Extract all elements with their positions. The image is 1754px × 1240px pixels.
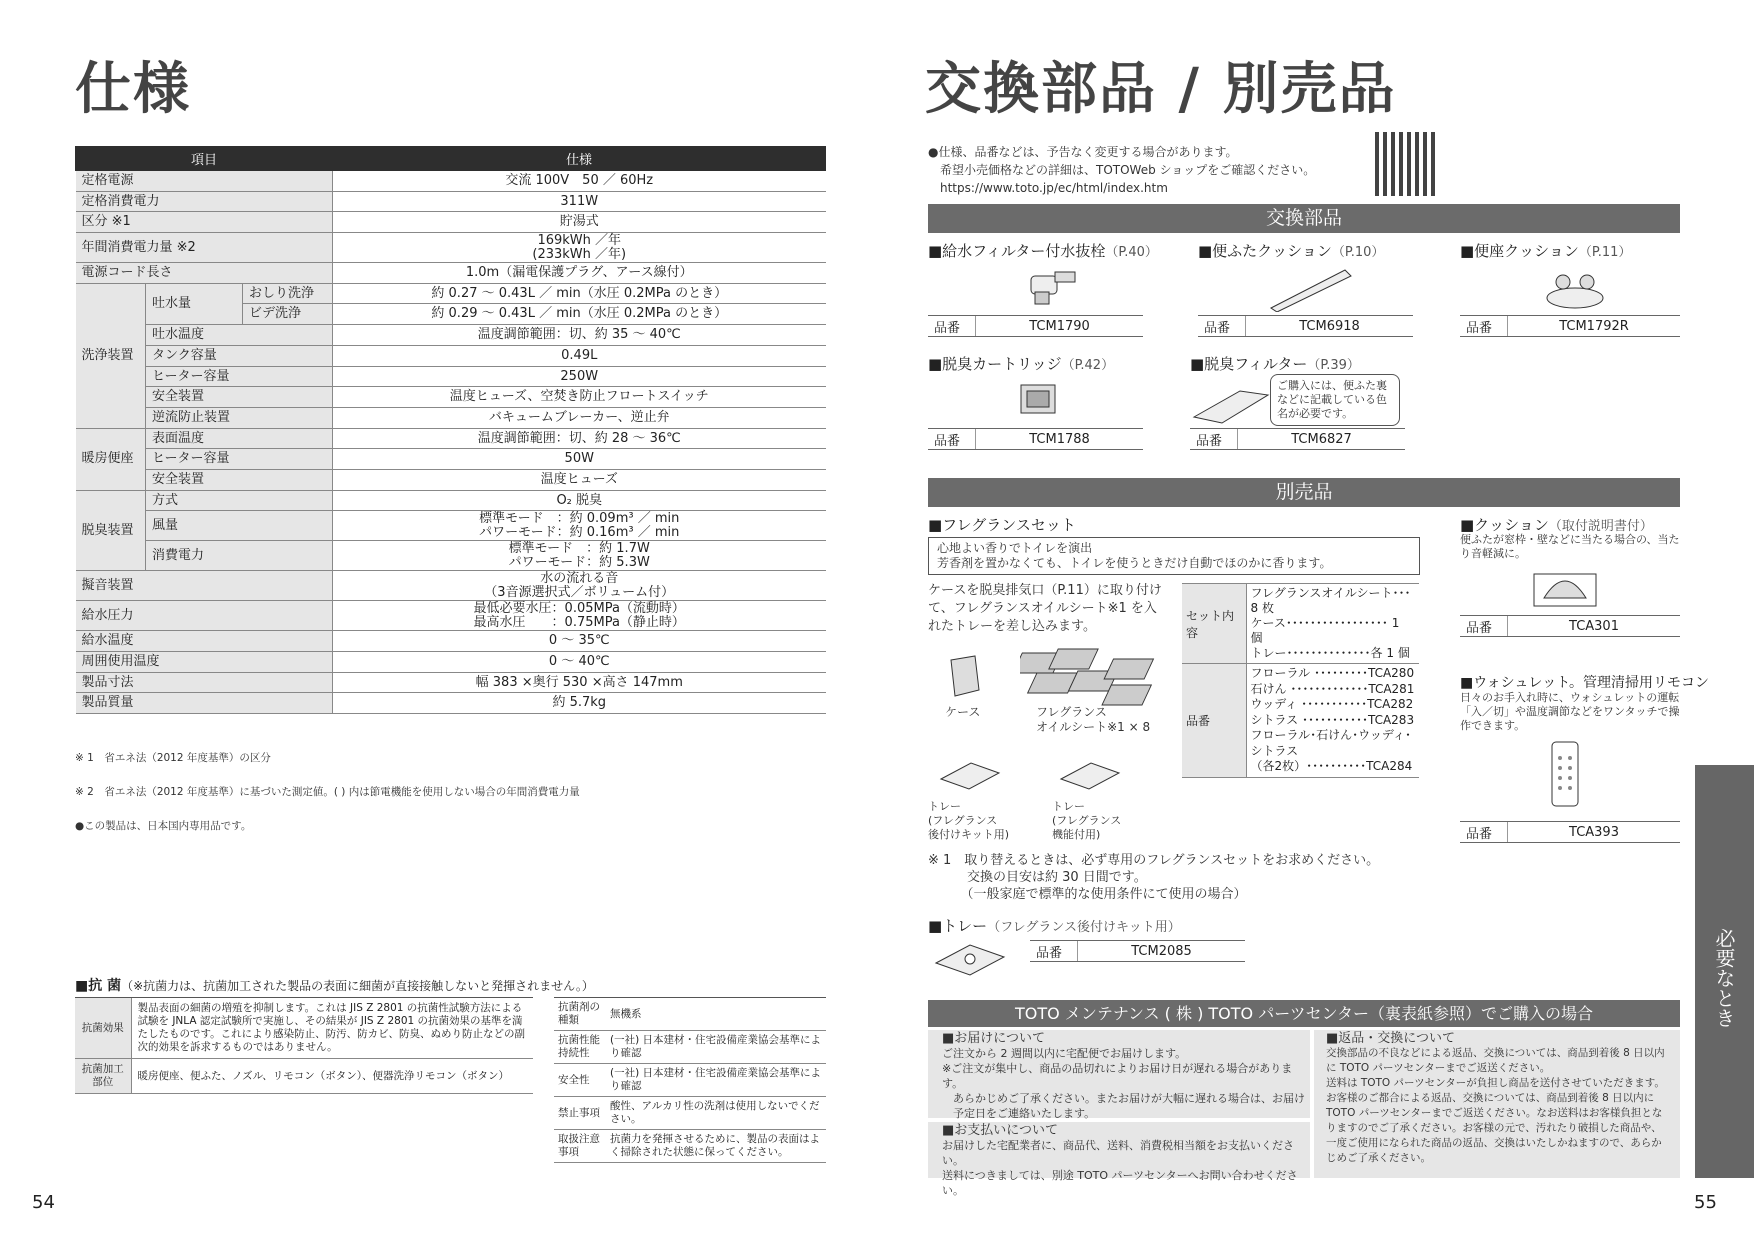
callout-box: ご購入には、便ふた裏などに記載している色名が必要です。 — [1270, 374, 1400, 426]
fragrance-box — [928, 537, 1420, 575]
spec-row — [76, 212, 826, 233]
spec-label: ヒーター容量 — [146, 449, 333, 470]
return-title: ■返品・交換について — [1326, 1031, 1456, 1046]
spec-value: 約 0.27 ～ 0.43L ／ min（水圧 0.2MPa のとき） — [333, 283, 826, 304]
tray-title: ■トレー（フレグランス後付けキット用） — [928, 917, 1181, 935]
tray-illustration — [930, 935, 1010, 981]
spec-label: 給水温度 — [76, 631, 333, 652]
spec-label: 抗菌加工部位 — [75, 1059, 131, 1094]
spec-label: (一社) 日本建材・住宅設備産業協会基準により確認 — [606, 1031, 826, 1064]
fragrance-box-line2: 芳香剤を置かなくても、トイレを使うときだけ自動でほのかに香ります。 — [937, 556, 1332, 570]
part-title-2: ■便ふたクッション（P.10） — [1198, 242, 1385, 260]
remote-desc: 日々のお手入れ時に、ウォシュレットの運転「入／切」や温度調節などをワンタッチで操作できます。 — [1460, 691, 1680, 732]
fragrance-set-table — [1182, 583, 1419, 778]
fragrance-part-label: 品番 — [1182, 664, 1246, 778]
spec-row — [76, 263, 826, 284]
part-title-5: ■脱臭フィルター（P.39） — [1190, 355, 1360, 373]
part-title-4: ■脱臭カートリッジ（P.42） — [928, 355, 1115, 373]
part-number-2: 品番 TCM6918 — [1198, 315, 1413, 337]
spec-row — [76, 407, 826, 428]
spec-row — [76, 469, 826, 490]
spec-label: 風量 — [146, 511, 333, 541]
cushion-part-number: 品番 TCA301 — [1460, 615, 1680, 637]
spec-label: 抗菌剤の種類 — [554, 998, 606, 1031]
cushion-desc: 便ふたが窓枠・壁などに当たる場合の、当たり音軽減に。 — [1460, 533, 1680, 560]
antibacterial-title: ■抗 菌 — [75, 978, 122, 994]
spec-value: 1.0m（漏電保護プラグ、アース線付） — [333, 263, 826, 284]
remote-title: ■ウォシュレット。管理清掃用リモコン — [1460, 675, 1709, 691]
spec-value: 標準モード ：約 1.7W パワーモード：約 5.3W — [333, 541, 826, 571]
spec-value: 50W — [333, 449, 826, 470]
fragrance-desc: ケースを脱臭排気口（P.11）に取り付けて、フレグランスオイルシート※1 を入れたトレーを差し込みます。 — [928, 583, 1162, 634]
spec-row — [76, 283, 826, 304]
part-number-1: 品番 TCM1790 — [928, 315, 1143, 337]
spec-row — [76, 191, 826, 212]
spec-value: 169kWh ／年 (233kWh ／年) — [333, 233, 826, 263]
tray1-label: トレー (フレグランス 後付けキット用) — [928, 800, 1010, 841]
spec-label: 暖房便座、便ふた、ノズル、リモコン（ボタン）、便器洗浄リモコン（ボタン） — [131, 1059, 533, 1094]
remote-illustration — [1548, 740, 1582, 810]
delivery-section — [942, 1032, 1312, 1121]
spec-label: 抗菌効果 — [75, 998, 131, 1059]
spec-label: 給水圧力 — [76, 601, 333, 631]
part-title-3: ■便座クッション（P.11） — [1460, 242, 1632, 260]
spec-notes — [75, 733, 835, 852]
antibacterial-row — [75, 1059, 533, 1094]
spec-label: 取扱注意事項 — [554, 1130, 606, 1163]
spec-label: 吐水温度 — [146, 325, 333, 346]
spec-row — [76, 601, 826, 631]
spec-value: 311W — [333, 191, 826, 212]
page-title: 仕様 — [75, 57, 191, 122]
spec-label: 洗浄装置 — [76, 283, 146, 428]
antibacterial-row — [75, 998, 533, 1059]
antibacterial-row — [554, 1130, 826, 1163]
note-2: ※ 2 省エネ法（2012 年度基準）に基づいた測定値。( ) 内は節電機能を使用しない場合の年間消費電力量 — [75, 786, 580, 798]
delivery-title: ■お届けについて — [942, 1031, 1046, 1046]
spec-label: (一社) 日本建材・住宅設備産業協会基準により確認 — [606, 1064, 826, 1097]
spec-label: 擬音装置 — [76, 571, 333, 601]
spec-value: 貯湯式 — [333, 212, 826, 233]
delivery-text: ご注文から 2 週間以内に宅配便でお届けします。 ※ご注文が集中し、商品の品切れによりお届け日が遅れる場合があります。 あらかじめご了承ください。またお届けが大幅に遅れる場合は、お届け 予定日をご連絡いたします。 — [942, 1047, 1305, 1120]
fragrance-part-value: フローラル ･････････TCA280 石けん ･････････････TCA281 ウッディ ･･･････････TCA282 シトラス ･･･････････TCA283 フローラル･石けん･ウッディ･シトラス （各2枚）･･････････TCA284 — [1246, 664, 1419, 778]
spec-label: 定格電源 — [76, 171, 333, 192]
spec-label: ビデ洗浄 — [243, 304, 333, 325]
tray2-illustration — [1055, 755, 1125, 795]
note-3: ●この製品は、日本国内専用品です。 — [75, 820, 252, 832]
tray2-label: トレー (フレグランス 機能付用) — [1052, 800, 1122, 841]
spec-value: 0.49L — [333, 345, 826, 366]
spec-label: おしり洗浄 — [243, 283, 333, 304]
spec-label: ヒーター容量 — [146, 366, 333, 387]
spec-row — [76, 541, 826, 571]
spec-row — [76, 345, 826, 366]
spec-label: 安全装置 — [146, 469, 333, 490]
spec-value: 幅 383 ×奥行 530 ×高さ 147mm — [333, 672, 826, 693]
spec-value: 0 ～ 40℃ — [333, 652, 826, 673]
spec-row — [76, 428, 826, 449]
spec-label: 表面温度 — [146, 428, 333, 449]
antibacterial-row — [554, 1097, 826, 1130]
spec-label: 定格消費電力 — [76, 191, 333, 212]
spec-label: 抗菌性能持続性 — [554, 1031, 606, 1064]
page-number-right: 55 — [1694, 1192, 1717, 1213]
spec-label: 吐水量 — [146, 283, 243, 324]
fragrance-note: ※ 1 取り替えるときは、必ず専用のフレグランスセットをお求めください。 交換の目安は約 30 日間です。 （一般家庭で標準的な使用条件にて使用の場合） — [928, 853, 1380, 902]
spec-table — [75, 146, 826, 714]
antibacterial-row — [554, 1064, 826, 1097]
spec-label: 脱臭装置 — [76, 490, 146, 571]
cushion-illustration — [1530, 568, 1600, 612]
antibacterial-note: （※抗菌力は、抗菌加工された製品の表面に細菌が直接接触しないと発揮されません。） — [121, 979, 594, 993]
antibacterial-row — [554, 1031, 826, 1064]
tray-part-number: 品番 TCM2085 — [1030, 940, 1245, 962]
spec-value: 温度調節範囲：切、約 35 ～ 40℃ — [333, 325, 826, 346]
case-illustration — [945, 650, 985, 700]
spec-row — [76, 571, 826, 601]
spec-label: 安全装置 — [146, 387, 333, 408]
return-text: 交換部品の不良などによる返品、交換については、商品到着後 8 日以内 に TOTO パーツセンターまでご返送ください。 送料は TOTO パーツセンターが負担し商品を送付させていただきます。 お客様のご都合による返品、交換については、商品到着後 8 日以内に TOTO パーツセンターまでご返送ください。なお送料はお客様負担とな りますのでご了承ください。お客様の元で、汚れたり破損した商品や、 一度ご使用になられた商品の返品、交換はいたしかねますので、あらか じめご了承ください。 — [1326, 1047, 1665, 1164]
intro-text: ●仕様、品番などは、予告なく変更する場合があります。 希望小売価格などの詳細は、TOTOWeb ショップをご確認ください。 https://www.toto.jp/ec/html/index.htm — [928, 145, 1316, 195]
case-label: ケース — [945, 705, 981, 719]
return-section — [1326, 1032, 1682, 1166]
spec-row — [76, 490, 826, 511]
spec-value: 温度調節範囲：切、約 28 ～ 36℃ — [333, 428, 826, 449]
spec-value: O₂ 脱臭 — [333, 490, 826, 511]
fragrance-title: ■フレグランスセット — [928, 516, 1076, 534]
spec-label: 周囲使用温度 — [76, 652, 333, 673]
spec-row — [76, 652, 826, 673]
spec-value: 水の流れる音 （3音源選択式／ボリューム付） — [333, 571, 826, 601]
deodorant-cartridge-illustration — [1015, 377, 1065, 422]
antibacterial-row — [554, 998, 826, 1031]
spec-label: 区分 ※1 — [76, 212, 333, 233]
part-number-3: 品番 TCM1792R — [1460, 315, 1680, 337]
side-tab-label: 必要なとき — [1712, 928, 1736, 1028]
part-title-1: ■給水フィルター付水抜栓（P.40） — [928, 242, 1158, 260]
spec-value: 0 ～ 35℃ — [333, 631, 826, 652]
side-tab — [1695, 765, 1754, 1178]
section-bar-purchase: TOTO メンテナンス ( 株 ) TOTO パーツセンター（裏表紙参照）でご購入の場合 — [928, 1000, 1680, 1027]
spec-label: 製品質量 — [76, 693, 333, 714]
spec-row — [76, 366, 826, 387]
spec-label: 製品寸法 — [76, 672, 333, 693]
remote-part-number: 品番 TCA393 — [1460, 821, 1680, 843]
spec-value: 温度ヒューズ — [333, 469, 826, 490]
qr-code — [1375, 132, 1439, 196]
spec-header-item: 項目 — [76, 147, 333, 171]
section-bar-parts: 交換部品 — [928, 204, 1680, 233]
payment-section — [942, 1124, 1312, 1198]
spec-label: 製品表面の細菌の増殖を抑制します。これは JIS Z 2801 の抗菌性試験方法による試験を JNLA 認定試験所で実施し、その結果が JIS Z 2801 の抗菌効果の基準を満たしたものです。これにより感染防止、防汚、防カビ、防臭、ぬめり防止などの副次的効果を訴求するものではありません。 — [131, 998, 533, 1059]
spec-label: 方式 — [146, 490, 333, 511]
spec-label: 年間消費電力量 ※2 — [76, 233, 333, 263]
set-content-label: セット内容 — [1182, 584, 1246, 664]
antibacterial-heading — [75, 975, 594, 995]
part-number-5: 品番 TCM6827 — [1190, 428, 1405, 450]
spec-row — [76, 233, 826, 263]
right-title: 交換部品 / 別売品 — [925, 57, 1397, 122]
payment-text: お届けした宅配業者に、商品代、送料、消費税相当額をお支払いください。 送料につきましては、別途 TOTO パーツセンターへお問い合わせください。 — [942, 1139, 1298, 1197]
spec-value: バキュームブレーカー、逆止弁 — [333, 407, 826, 428]
note-1: ※ 1 省エネ法（2012 年度基準）の区分 — [75, 752, 271, 764]
deodorant-filter-illustration — [1190, 377, 1270, 427]
oil-sheet-label: フレグランス オイルシート※1 × 8 — [1036, 705, 1151, 734]
spec-row — [76, 631, 826, 652]
spec-label: 無機系 — [606, 998, 826, 1031]
part-number-4: 品番 TCM1788 — [928, 428, 1143, 450]
spec-value: 約 0.29 ～ 0.43L ／ min（水圧 0.2MPa のとき） — [333, 304, 826, 325]
payment-title: ■お支払いについて — [942, 1123, 1059, 1138]
spec-label: 安全性 — [554, 1064, 606, 1097]
spec-row — [76, 387, 826, 408]
cushion-title: ■クッション（取付説明書付） — [1460, 516, 1653, 534]
spec-value: 約 5.7kg — [333, 693, 826, 714]
spec-row — [76, 693, 826, 714]
tray1-illustration — [935, 755, 1005, 795]
spec-label: 逆流防止装置 — [146, 407, 333, 428]
spec-label: 暖房便座 — [76, 428, 146, 490]
spec-value: 標準モード ：約 0.09m³ ／ min パワーモード：約 0.16m³ ／ min — [333, 511, 826, 541]
lid-cushion-illustration — [1265, 262, 1355, 312]
antibacterial-table-left — [75, 998, 533, 1094]
spec-label: タンク容量 — [146, 345, 333, 366]
spec-value: 温度ヒューズ、空焚き防止フロートスイッチ — [333, 387, 826, 408]
spec-value: 交流 100V 50 ／ 60Hz — [333, 171, 826, 192]
spec-row — [76, 511, 826, 541]
spec-label: 禁止事項 — [554, 1097, 606, 1130]
spec-label: 電源コード長さ — [76, 263, 333, 284]
spec-label: 消費電力 — [146, 541, 333, 571]
spec-label: 抗菌力を発揮させるために、製品の表面はよく掃除された状態に保ってください。 — [606, 1130, 826, 1163]
spec-row — [76, 171, 826, 192]
antibacterial-table-right — [554, 998, 826, 1163]
spec-row — [76, 325, 826, 346]
spec-row — [76, 449, 826, 470]
page-number-left: 54 — [32, 1192, 55, 1213]
spec-label: 酸性、アルカリ性の洗剤は使用しないでください。 — [606, 1097, 826, 1130]
spec-value: 250W — [333, 366, 826, 387]
fragrance-box-line1: 心地よい香りでトイレを演出 — [937, 541, 1093, 555]
drain-plug-illustration — [1015, 262, 1095, 312]
section-bar-options: 別売品 — [928, 478, 1680, 507]
seat-cushion-illustration — [1540, 262, 1610, 312]
spec-header-spec: 仕様 — [333, 147, 826, 171]
spec-value: 最低必要水圧：0.05MPa（流動時） 最高水圧 ：0.75MPa（静止時） — [333, 601, 826, 631]
set-content-value: フレグランスオイルシート･･･ 8 枚 ケース･････････････････ 1 個 トレー･･････････････各 1 個 — [1246, 584, 1419, 664]
spec-row — [76, 672, 826, 693]
